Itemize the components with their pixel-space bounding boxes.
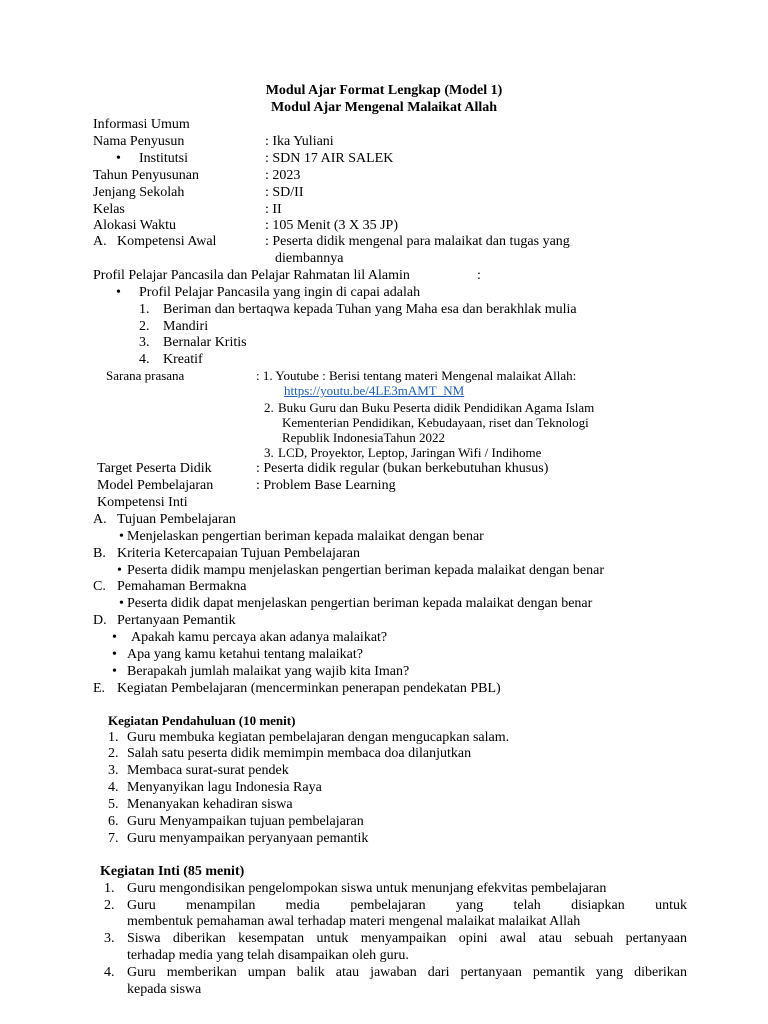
sarana-item-2: Buku Guru dan Buku Peserta didik Pendidikan Agama Islam bbox=[278, 400, 595, 415]
section-title-kegiatan: Kegiatan Pembelajaran (mencerminkan penerapan pendekatan PBL) bbox=[117, 681, 501, 696]
info-heading: Informasi Umum bbox=[93, 117, 190, 132]
info-label-penyusun: Nama Penyusun bbox=[93, 134, 185, 149]
sarana-item-3-num: 3. bbox=[264, 445, 274, 460]
pendahuluan-heading: Kegiatan Pendahuluan (10 menit) bbox=[108, 713, 296, 728]
profil-item-num: 2. bbox=[139, 319, 150, 334]
title-line-1: Modul Ajar Format Lengkap (Model 1) bbox=[265, 83, 503, 98]
section-marker: D. bbox=[93, 613, 107, 628]
list-item: Siswa diberikan kesempatan untuk menyampaikan opini awal atau sebuah pertanyaan bbox=[127, 931, 687, 946]
sarana-label: Sarana prasana bbox=[106, 368, 185, 383]
bullet: • bbox=[119, 529, 124, 544]
list-item: Membaca surat-surat pendek bbox=[127, 763, 289, 778]
info-label-institusi: Institutsi bbox=[139, 151, 189, 166]
section-marker: E. bbox=[93, 681, 106, 696]
list-num: 4. bbox=[108, 780, 119, 795]
list-item: Salah satu peserta didik memimpin membaca doa dilanjutkan bbox=[127, 746, 472, 761]
target-label: Target Peserta Didik bbox=[97, 461, 212, 476]
section-marker: C. bbox=[93, 579, 106, 594]
list-num: 5. bbox=[108, 797, 119, 812]
inti-heading: Kegiatan Inti (85 menit) bbox=[100, 864, 245, 879]
list-num: 1. bbox=[104, 881, 115, 896]
info-value-institusi: : SDN 17 AIR SALEK bbox=[265, 151, 394, 166]
question-item: Apa yang kamu ketahui tentang malaikat? bbox=[127, 647, 363, 662]
list-num: 2. bbox=[108, 746, 119, 761]
list-item: Guru menyampaikan peryanyaan pemantik bbox=[127, 831, 369, 846]
info-value-alokasi: : 105 Menit (3 X 35 JP) bbox=[265, 218, 398, 233]
list-num: 4. bbox=[104, 965, 115, 980]
list-item: Guru menampilan media pembelajaran yang telah disiapkan untuk bbox=[127, 898, 687, 913]
profil-item: Bernalar Kritis bbox=[163, 335, 247, 350]
list-num: 1. bbox=[108, 730, 119, 745]
list-num: 7. bbox=[108, 831, 119, 846]
section-item: Peserta didik dapat menjelaskan pengertian beriman kepada malaikat dengan benar bbox=[127, 596, 593, 611]
list-num: 3. bbox=[108, 763, 119, 778]
list-item-cont: membentuk pemahaman awal terhadap materi mengenal malaikat malaikat Allah bbox=[127, 914, 581, 929]
profil-item-num: 4. bbox=[139, 352, 150, 367]
kompetensi-awal-value-cont: diembannya bbox=[275, 251, 344, 266]
profil-heading: Profil Pelajar Pancasila dan Pelajar Rahmatan lil Alamin bbox=[93, 268, 410, 283]
section-title-kriteria: Kriteria Ketercapaian Tujuan Pembelajaran bbox=[117, 546, 360, 561]
sarana-item-1: : 1. Youtube : Berisi tentang materi Mengenal malaikat Allah: bbox=[256, 368, 577, 383]
info-value-penyusun: : Ika Yuliani bbox=[265, 134, 334, 149]
list-item: Guru mengondisikan pengelompokan siswa untuk menunjang efekvitas pembelajaran bbox=[127, 881, 607, 896]
section-marker: B. bbox=[93, 546, 106, 561]
bullet: • bbox=[112, 630, 117, 645]
sarana-item-2-cont: Kementerian Pendidikan, Kebudayaan, riset dan Teknologi bbox=[282, 415, 589, 430]
list-num: 3. bbox=[104, 931, 115, 946]
question-item: Apakah kamu percaya akan adanya malaikat? bbox=[131, 630, 388, 645]
info-bullet: • bbox=[116, 151, 121, 166]
info-label-kelas: Kelas bbox=[93, 202, 125, 217]
list-item: Guru Menyampaikan tujuan pembelajaran bbox=[127, 814, 364, 829]
profil-item-num: 3. bbox=[139, 335, 150, 350]
info-value-tahun: : 2023 bbox=[265, 168, 301, 183]
youtube-link[interactable]: https://youtu.be/4LE3mAMT_NM bbox=[284, 383, 465, 398]
kompetensi-awal-label: Kompetensi Awal bbox=[117, 234, 217, 249]
profil-bullet: • bbox=[116, 285, 121, 300]
sarana-item-3: LCD, Proyektor, Leptop, Jaringan Wifi / Indihome bbox=[278, 445, 542, 460]
list-item-cont: terhadap media yang telah disampaikan oleh guru. bbox=[127, 948, 409, 963]
list-item: Menanyakan kehadiran siswa bbox=[127, 797, 293, 812]
info-label-jenjang: Jenjang Sekolah bbox=[93, 185, 185, 200]
sarana-item-2-cont: Republik IndonesiaTahun 2022 bbox=[282, 430, 446, 445]
bullet: • bbox=[119, 596, 124, 611]
profil-item-num: 1. bbox=[139, 302, 150, 317]
target-value: : Peserta didik regular (bukan berkebutuhan khusus) bbox=[256, 461, 549, 476]
info-value-kelas: : II bbox=[265, 202, 282, 217]
kompetensi-inti-heading: Kompetensi Inti bbox=[97, 495, 188, 510]
question-item: Berapakah jumlah malaikat yang wajib kita Iman? bbox=[127, 664, 410, 679]
list-item: Guru memberikan umpan balik atau jawaban dari pertanyaan pemantik yang diberikan bbox=[127, 965, 687, 980]
info-label-tahun: Tahun Penyusunan bbox=[93, 168, 199, 183]
title-line-2: Modul Ajar Mengenal Malaikat Allah bbox=[270, 100, 498, 115]
profil-colon: : bbox=[477, 268, 481, 283]
profil-item: Beriman dan bertaqwa kepada Tuhan yang Maha esa dan berakhlak mulia bbox=[163, 302, 577, 317]
kompetensi-awal-marker: A. bbox=[93, 234, 107, 249]
section-item: Menjelaskan pengertian beriman kepada malaikat dengan benar bbox=[127, 529, 484, 544]
profil-item: Mandiri bbox=[163, 319, 209, 334]
model-value: : Problem Base Learning bbox=[256, 478, 396, 493]
list-num: 2. bbox=[104, 898, 115, 913]
section-title-tujuan: Tujuan Pembelajaran bbox=[117, 512, 236, 527]
section-title-pemahaman: Pemahaman Bermakna bbox=[117, 579, 247, 594]
section-title-pemantik: Pertanyaan Pemantik bbox=[117, 613, 236, 628]
info-value-jenjang: : SD/II bbox=[265, 185, 304, 200]
sarana-item-2-num: 2. bbox=[264, 400, 274, 415]
bullet: • bbox=[117, 563, 122, 578]
section-marker: A. bbox=[93, 512, 107, 527]
list-num: 6. bbox=[108, 814, 119, 829]
profil-intro: Profil Pelajar Pancasila yang ingin di capai adalah bbox=[139, 285, 421, 300]
info-label-alokasi: Alokasi Waktu bbox=[93, 218, 176, 233]
section-item: Peserta didik mampu menjelaskan pengertian beriman kepada malaikat dengan benar bbox=[127, 563, 604, 578]
list-item: Guru membuka kegiatan pembelajaran dengan mengucapkan salam. bbox=[127, 730, 510, 745]
bullet: • bbox=[112, 647, 117, 662]
bullet: • bbox=[112, 664, 117, 679]
list-item-cont: kepada siswa bbox=[127, 982, 202, 997]
profil-item: Kreatif bbox=[163, 352, 203, 367]
kompetensi-awal-value: : Peserta didik mengenal para malaikat dan tugas yang bbox=[265, 234, 570, 249]
list-item: Menyanyikan lagu Indonesia Raya bbox=[127, 780, 322, 795]
model-label: Model Pembelajaran bbox=[97, 478, 214, 493]
